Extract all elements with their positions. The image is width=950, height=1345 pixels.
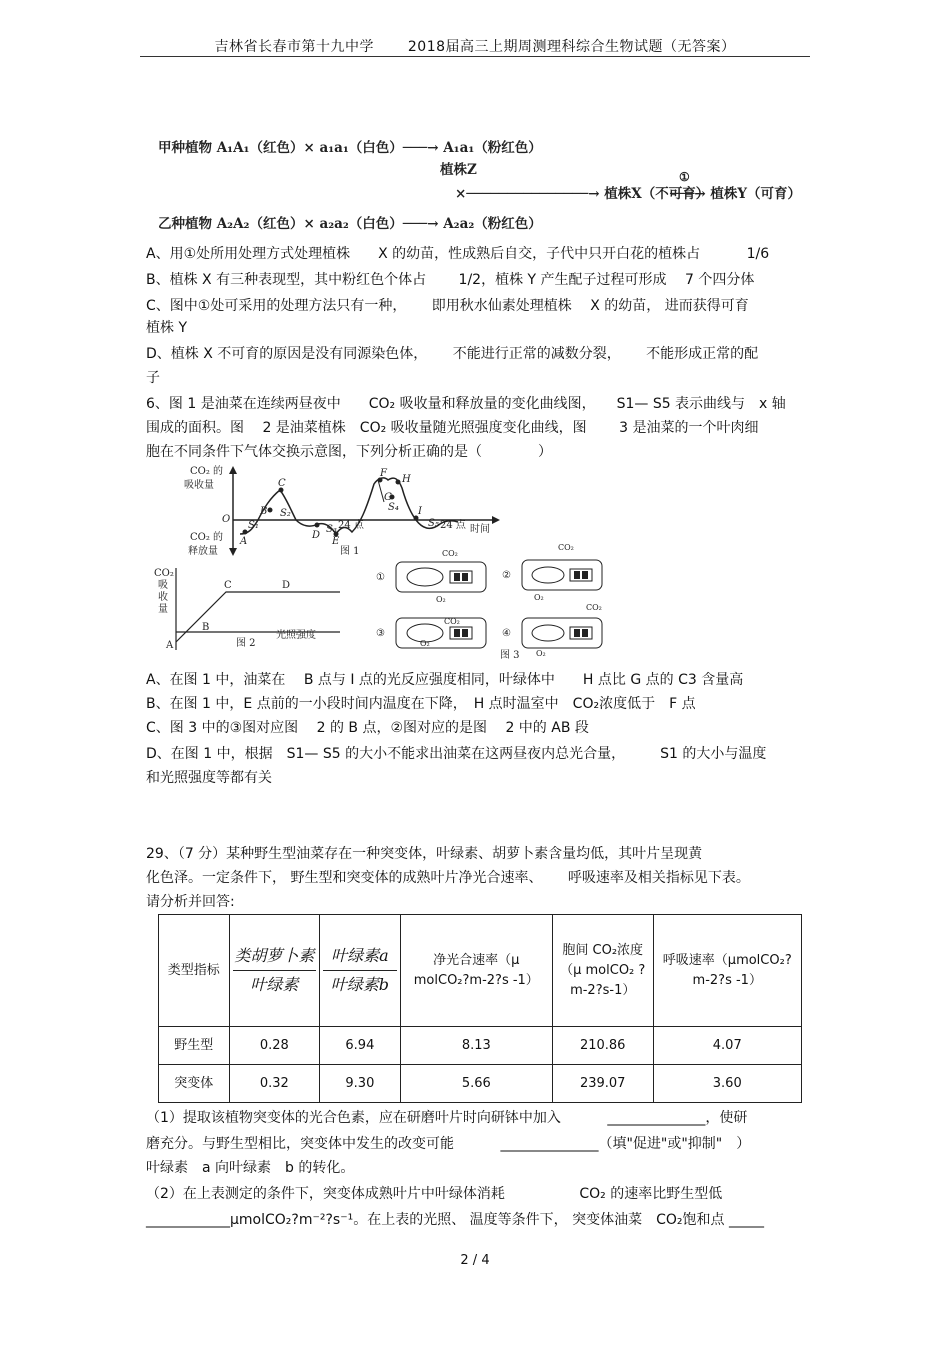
fig2-label-d: D — [282, 580, 291, 591]
cell-co2: 210.86 — [552, 1027, 653, 1065]
fig2-caption: 图 2 — [236, 638, 256, 649]
fig3-cell-3 — [376, 617, 486, 648]
fig3-3-o2: O₂ — [420, 639, 430, 648]
fig1-label-c: C — [278, 478, 286, 489]
th-ratio2-top: 叶绿素a — [323, 946, 397, 971]
fig3-caption: 图 3 — [500, 650, 520, 661]
fig1-s3: S₃ — [326, 524, 337, 535]
cross-row-3-left: ×───────────────→ 植株X（不可育） — [455, 186, 710, 202]
step-1-mark: ① — [679, 170, 690, 184]
fig1-label-d: D — [312, 530, 321, 541]
fig1-s2: S₂ — [280, 508, 291, 519]
q6-stem-2: 围成的面积。图 2 是油菜植株 CO₂ 吸收量随光照强度变化曲线，图 3 是油菜的一个叶肉细 — [146, 420, 759, 436]
q29-part1-line2: 磨充分。与野生型相比，突变体中发生的改变可能 ______________（填"促进"或"抑制" ） — [146, 1136, 751, 1152]
cell-ratio1: 0.28 — [229, 1027, 320, 1065]
fig1-origin: O — [222, 514, 231, 525]
fig1-s5: S₅ — [428, 518, 439, 529]
fig3-4-o2: O₂ — [536, 649, 546, 658]
fig3-cell-1 — [376, 549, 486, 604]
cross-plant-z: 植株Z — [440, 162, 477, 178]
q6-stem-3: 胞在不同条件下气体交换示意图，下列分析正确的是（ ） — [146, 444, 552, 460]
cell-net: 8.13 — [400, 1027, 552, 1065]
fig1-point-d — [315, 523, 320, 528]
cell-resp: 4.07 — [653, 1027, 801, 1065]
fig1-label-g: G — [384, 492, 392, 503]
fig3-3-co2: CO₂ — [444, 617, 460, 626]
fig1-x-label: 时间 — [470, 524, 490, 535]
fig1-y-label-top2: 吸收量 — [184, 480, 214, 491]
q5-option-d: D、植株 X 不可育的原因是没有同源染色体， 不能进行正常的减数分裂， 不能形成正常的配 — [146, 346, 759, 362]
th-ratio2-bottom: 叶绿素b — [330, 975, 389, 994]
q6-stem-1: 6、图 1 是油菜在连续两昼夜中 CO₂ 吸收量和释放量的变化曲线图， S1— S5 表示曲线与 x 轴 — [146, 396, 786, 412]
page-header: 吉林省长春市第十九中学 2018届高三上期周测理科综合生物试题（无答案） — [214, 39, 736, 55]
fig3-2-o2: O₂ — [534, 593, 544, 602]
fig1-point-h — [396, 480, 401, 485]
fig3-4-co2: CO₂ — [586, 603, 602, 612]
q29-stem-3: 请分析并回答: — [146, 894, 235, 910]
q6-figures — [140, 462, 620, 662]
fig2-y3: 收 — [158, 592, 168, 603]
fig1-y-label-top: CO₂ 的 — [190, 466, 224, 477]
fig2-label-a: A — [166, 640, 174, 651]
cell-ratio2: 6.94 — [320, 1027, 401, 1065]
th-type: 类型指标 — [159, 915, 230, 1027]
fig1-label-b: B — [260, 506, 268, 517]
fig3-label-3: ③ — [376, 628, 385, 639]
q6-option-a: A、在图 1 中，油菜在 B 点与 I 点的光反应强度相同，叶绿体中 H 点比 G 点的 C3 含量高 — [146, 672, 744, 688]
fig1-label-a: A — [240, 536, 248, 547]
q6-option-c: C、图 3 中的③图对应图 2 的 B 点，②图对应的是图 2 中的 AB 段 — [146, 720, 589, 736]
q29-stem-1: 29、（7 分）某种野生型油菜存在一种突变体，叶绿素、胡萝卜素含量均低，其叶片呈现黄 — [146, 846, 703, 862]
fig2-y1: CO₂ — [154, 568, 174, 579]
fig3-label-2: ② — [502, 570, 511, 581]
page-number: 2 / 4 — [460, 1253, 490, 1268]
fig1-y-arrow-down — [229, 548, 237, 556]
fig2-y2: 吸 — [158, 580, 168, 591]
cell-ratio1: 0.32 — [229, 1065, 320, 1103]
cross-row-1: 甲种植物 A₁A₁（红色）× a₁a₁（白色）───→ A₁a₁（粉红色） — [158, 140, 542, 156]
cell-type: 野生型 — [159, 1027, 230, 1065]
header-divider — [140, 56, 810, 57]
q29-part1-line3: 叶绿素 a 向叶绿素 b 的转化。 — [146, 1160, 355, 1176]
th-respiration: 呼吸速率（μmolCO₂?m-2?s -1） — [653, 915, 801, 1027]
fig3-1-o2: O₂ — [436, 595, 446, 604]
cell-type: 突变体 — [159, 1065, 230, 1103]
table-header-row — [159, 915, 802, 1027]
cell-ratio2: 9.30 — [320, 1065, 401, 1103]
cell-resp: 3.60 — [653, 1065, 801, 1103]
q29-table — [158, 914, 802, 1103]
fig1-y-label-bottom2: 释放量 — [188, 546, 218, 557]
fig1-y-label-bottom: CO₂ 的 — [190, 532, 224, 543]
q6-option-d: D、在图 1 中，根据 S1— S5 的大小不能求出油菜在这两昼夜内总光合量， S1 的大小与温度 — [146, 746, 767, 762]
q5-option-a: A、用①处所用处理方式处理植株 X 的幼苗，性成熟后自交，子代中只开白花的植株占 1/6 — [146, 246, 770, 262]
fig1-tick-24-1: 24 点 — [338, 520, 364, 531]
fig3-1-co2: CO₂ — [442, 549, 458, 558]
fig1-label-i: I — [418, 506, 422, 517]
fig1-s1: S₁ — [248, 520, 259, 531]
fig1-point-a — [243, 530, 248, 535]
q5-option-c-cont: 植株 Y — [146, 320, 188, 336]
fig3-label-1: ① — [376, 572, 385, 583]
q29-stem-2: 化色泽。一定条件下， 野生型和突变体的成熟叶片净光合速率、 呼吸速率及相关指标见下表。 — [146, 870, 750, 886]
q5-option-d-cont: 子 — [146, 370, 160, 386]
fig1-caption: 图 1 — [340, 546, 360, 557]
fig1-y-arrow-up — [229, 466, 237, 474]
cell-net: 5.66 — [400, 1065, 552, 1103]
fig1-x-arrow — [492, 516, 500, 524]
cross-row-3-right: ───→ 植株Y（可育） — [670, 186, 802, 202]
th-ratio1-top: 类胡萝卜素 — [233, 946, 317, 971]
fig3-2-co2: CO₂ — [558, 543, 574, 552]
table-row — [159, 1027, 802, 1065]
fig1-label-f: F — [380, 468, 387, 479]
q5-option-b: B、植株 X 有三种表现型，其中粉红色个体占 1/2，植株 Y 产生配子过程可形成 7 个四分体 — [146, 272, 755, 288]
th-ratio1-bottom: 叶绿素 — [250, 975, 299, 994]
q29-part2-line1: （2）在上表测定的条件下，突变体成熟叶片中叶绿体消耗 CO₂ 的速率比野生型低 — [146, 1186, 723, 1202]
fig2-label-c: C — [224, 580, 232, 591]
fig2-label-b: B — [202, 622, 210, 633]
q5-option-c: C、图中①处可采用的处理方法只有一种， 即用秋水仙素处理植株 X 的幼苗， 进而获得可育 — [146, 298, 749, 314]
fig3-label-4: ④ — [502, 628, 511, 639]
fig1-point-b — [268, 508, 273, 513]
q6-option-d-cont: 和光照强度等都有关 — [146, 770, 272, 786]
th-carotene-ratio — [229, 915, 320, 1027]
q29-part1-line1: （1）提取该植物突变体的光合色素，应在研磨叶片时向研钵中加入 ______________，使研 — [146, 1110, 748, 1126]
fig2-x-label: 光照强度 — [276, 630, 316, 641]
cell-co2: 239.07 — [552, 1065, 653, 1103]
th-intercellular-co2: 胞间 CO₂浓度（μ molCO₂ ?m-2?s-1） — [552, 915, 653, 1027]
fig3-cell-2 — [502, 543, 602, 602]
fig1-s4: S₄ — [388, 502, 399, 513]
fig2-y4: 量 — [158, 604, 168, 615]
fig1-label-e: E — [332, 536, 340, 547]
th-net-photosynthesis: 净光合速率（μ molCO₂?m-2?s -1） — [400, 915, 552, 1027]
fig1-tick-24-2: 24 点 — [440, 520, 466, 531]
table-row — [159, 1065, 802, 1103]
q6-option-b: B、在图 1 中，E 点前的一小段时间内温度在下降， H 点时温室中 CO₂浓度低于 F 点 — [146, 696, 696, 712]
cross-row-4: 乙种植物 A₂A₂（红色）× a₂a₂（白色）───→ A₂a₂（粉红色） — [158, 216, 542, 232]
q29-part2-line2: ____________μmolCO₂?m⁻²?s⁻¹。在上表的光照、 温度等条件下， 突变体油菜 CO₂饱和点 _____ — [146, 1212, 764, 1228]
fig1-label-h: H — [402, 474, 411, 485]
th-chlorophyll-ratio — [320, 915, 401, 1027]
